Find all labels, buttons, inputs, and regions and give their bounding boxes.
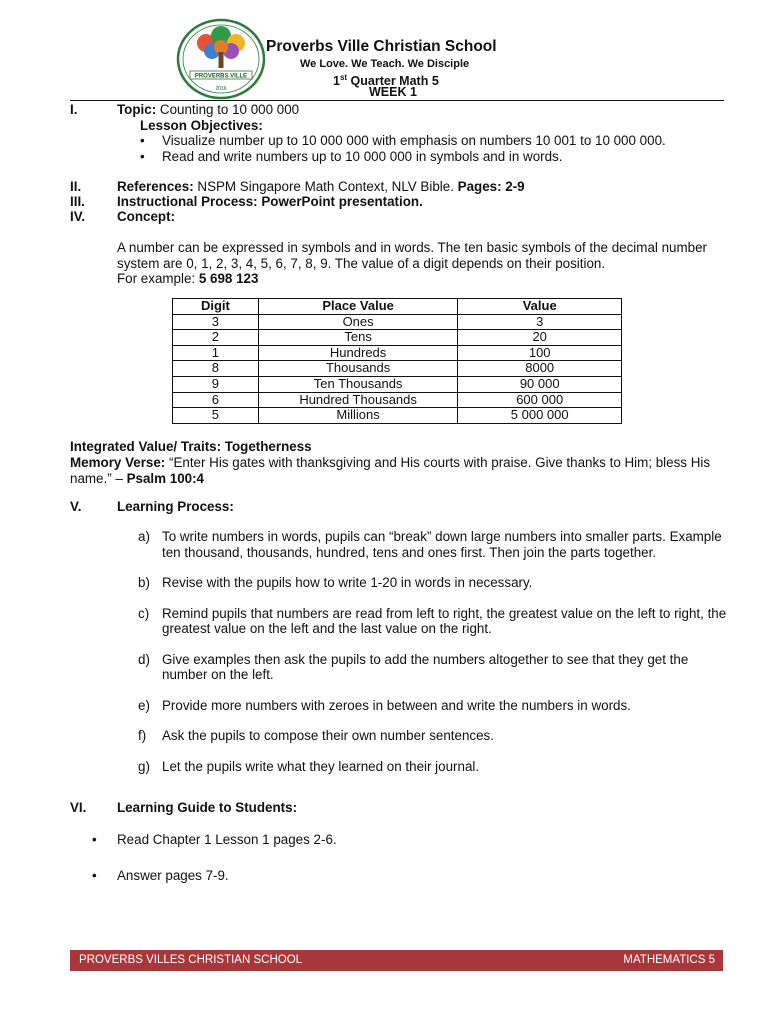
section-2-number: II. <box>70 179 82 194</box>
item-marker: d) <box>138 651 150 667</box>
section-5-number: V. <box>70 499 82 514</box>
objectives-list <box>140 133 710 164</box>
memory-verse-text: “Enter His gates with thanksgiving and His courts with praise. Give thanks to Him; bless His name.” – <box>70 455 711 486</box>
example-number: 5 698 123 <box>198 271 259 286</box>
list-item <box>138 652 728 683</box>
cell-digit: 6 <box>173 392 259 408</box>
objective-item: • Visualize number up to 10 000 000 with emphasis on numbers 10 001 to 10 000 000. <box>140 133 710 149</box>
school-motto: We Love. We Teach. We Disciple <box>300 58 470 70</box>
item-marker: g) <box>138 758 150 774</box>
section-2-references <box>117 179 525 195</box>
item-marker: a) <box>138 529 150 544</box>
cell-place: Ten Thousands <box>258 376 458 392</box>
list-item: • Read Chapter 1 Lesson 1 pages 2-6. <box>92 832 337 848</box>
page-footer <box>70 950 723 971</box>
header-place-value: Place Value <box>258 299 458 315</box>
place-value-table <box>172 298 622 424</box>
table-header-row <box>173 299 622 315</box>
section-5-learning-process: Learning Process: <box>117 499 234 514</box>
header-digit: Digit <box>173 299 259 315</box>
table-row <box>173 314 622 330</box>
cell-value: 600 000 <box>458 392 622 408</box>
item-marker: b) <box>138 575 150 590</box>
week-title: WEEK 1 <box>369 85 417 99</box>
item-text: Provide more numbers with zeroes in between and write the numbers in words. <box>162 697 631 713</box>
memory-verse <box>70 455 730 486</box>
table-row <box>173 330 622 346</box>
pages-label: Pages: 2-9 <box>457 179 525 194</box>
list-item <box>138 728 728 744</box>
cell-place: Millions <box>258 408 458 424</box>
cell-digit: 8 <box>173 361 259 377</box>
example-line <box>70 271 730 287</box>
topic-text: Counting to 10 000 000 <box>156 102 300 117</box>
item-text: To write numbers in words, pupils can “break” down large numbers into smaller parts. Example ten thousand, thousands, hundred, tens and ones first. Then join the parts together. <box>162 529 722 560</box>
logo-year: 2016 <box>215 86 227 92</box>
memory-verse-ref: Psalm 100:4 <box>126 470 204 486</box>
table-row <box>173 361 622 377</box>
quarter-suffix: st <box>339 73 348 82</box>
section-3-number: III. <box>70 194 85 209</box>
header-value: Value <box>458 299 622 315</box>
section-6-number: VI. <box>70 800 87 815</box>
list-item <box>138 606 728 637</box>
cell-digit: 1 <box>173 345 259 361</box>
footer-school: PROVERBS VILLES CHRISTIAN SCHOOL <box>79 954 303 966</box>
cell-digit: 3 <box>173 314 259 330</box>
cell-value: 100 <box>458 345 622 361</box>
section-1-number: I. <box>70 102 78 117</box>
item-marker: e) <box>138 697 150 713</box>
objectives-label: Lesson Objectives: <box>140 118 263 133</box>
list-item <box>138 575 728 591</box>
section-6-learning-guide: Learning Guide to Students: <box>117 800 298 815</box>
cell-place: Hundreds <box>258 345 458 361</box>
table-row <box>173 345 622 361</box>
item-marker: c) <box>138 605 150 621</box>
table-row <box>173 376 622 392</box>
item-text: Revise with the pupils how to write 1-20 in words in necessary. <box>162 575 533 590</box>
list-item: • Answer pages 7-9. <box>92 868 337 884</box>
quarter-label: Quarter Math 5 <box>347 74 439 89</box>
learning-process-list <box>138 529 728 789</box>
section-1-topic <box>117 102 299 118</box>
objective-item: • Read and write numbers up to 10 000 000 in symbols and in words. <box>140 149 710 165</box>
logo-lettering: PROVERBS VILLE <box>194 73 248 80</box>
concept-text: A number can be expressed in symbols and in words. The ten basic symbols of the decimal number system are 0, 1, 2, 3, 4, 5, 6, 7, 8, 9. The value of a digit depends on their position. <box>117 240 707 271</box>
section-3-process: Instructional Process: PowerPoint presentation. <box>117 194 423 209</box>
references-label: References: <box>117 179 194 194</box>
section-4-concept: Concept: <box>117 209 176 224</box>
item-text: Let the pupils write what they learned on their journal. <box>162 758 480 774</box>
cell-digit: 2 <box>173 330 259 346</box>
cell-place: Ones <box>258 314 458 330</box>
concept-paragraph <box>70 240 730 287</box>
cell-place: Tens <box>258 330 458 346</box>
list-item <box>138 698 728 714</box>
school-logo <box>176 18 266 100</box>
section-4-number: IV. <box>70 209 86 224</box>
cell-place: Thousands <box>258 361 458 377</box>
cell-digit: 9 <box>173 376 259 392</box>
cell-value: 5 000 000 <box>458 408 622 424</box>
cell-value: 90 000 <box>458 376 622 392</box>
list-item <box>138 529 728 560</box>
cell-value: 20 <box>458 330 622 346</box>
memory-verse-label: Memory Verse: <box>70 455 166 470</box>
cell-digit: 5 <box>173 408 259 424</box>
footer-subject: MATHEMATICS 5 <box>623 954 715 966</box>
item-text: Ask the pupils to compose their own number sentences. <box>162 728 494 743</box>
integrated-values: Integrated Value/ Traits: Togetherness <box>70 439 312 454</box>
example-label: For example: <box>117 271 199 286</box>
cell-value: 8000 <box>458 361 622 377</box>
learning-guide-list <box>92 832 337 903</box>
cell-place: Hundred Thousands <box>258 392 458 408</box>
table-row <box>173 392 622 408</box>
school-name: Proverbs Ville Christian School <box>266 38 497 55</box>
quarter-num: 1 <box>333 74 340 89</box>
topic-label: Topic: <box>117 102 157 117</box>
item-marker: f) <box>138 728 147 743</box>
item-text: Give examples then ask the pupils to add the numbers altogether to see that they get the number on the left. <box>162 651 689 682</box>
references-text: NSPM Singapore Math Context, NLV Bible. <box>193 179 458 194</box>
table-row <box>173 408 622 424</box>
cell-value: 3 <box>458 314 622 330</box>
list-item <box>138 759 728 775</box>
item-text: Remind pupils that numbers are read from left to right, the greatest value on the left to right, the greatest value on the left and the last value on the right. <box>162 605 727 636</box>
header-divider <box>70 100 724 101</box>
